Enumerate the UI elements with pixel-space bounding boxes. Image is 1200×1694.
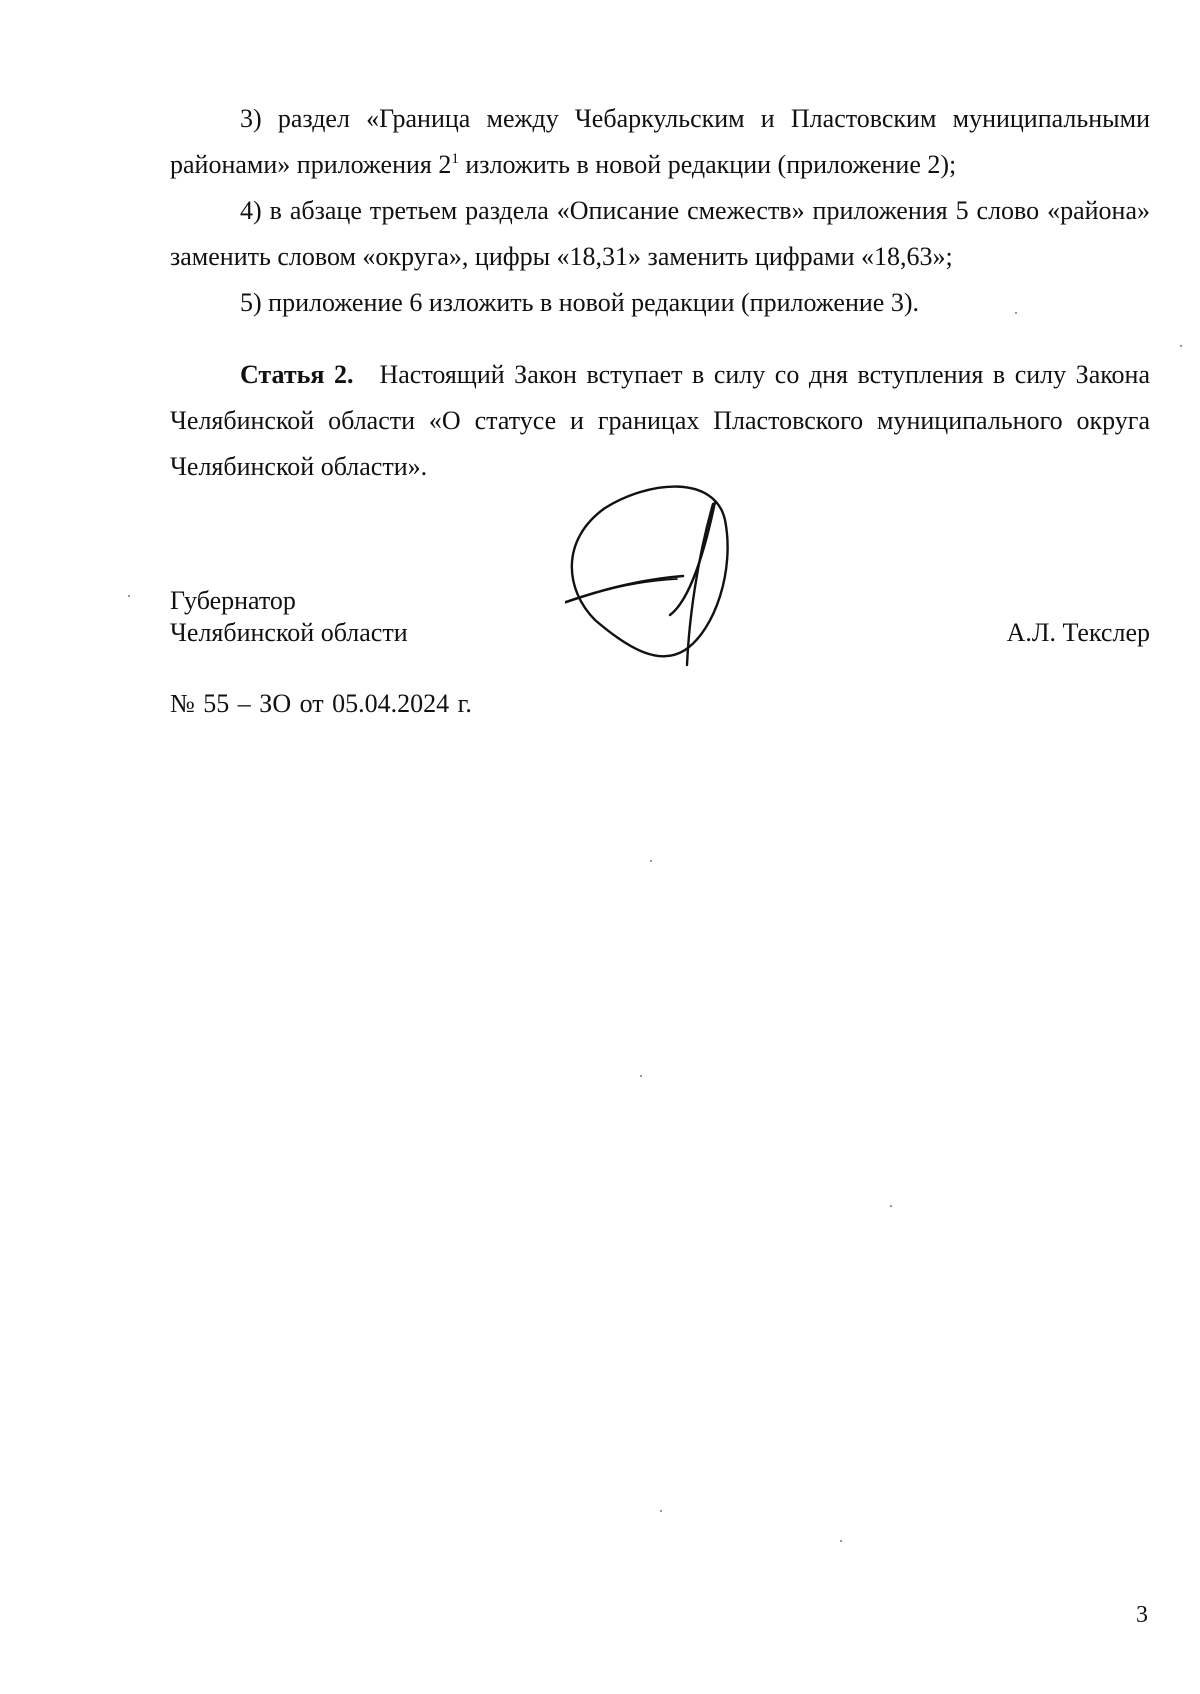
governor-title-line-1: Губернатор [170, 586, 296, 615]
paragraph-item-5: 5) приложение 6 изложить в новой редакции (приложение 3). [240, 288, 919, 317]
item-3-superscript: 1 [451, 151, 459, 167]
scan-speck [128, 595, 130, 597]
governor-title [170, 585, 408, 649]
item-3-text-end: изложить в новой редакции (приложение 2); [458, 150, 957, 179]
paragraph-item-3 [170, 96, 1150, 188]
scan-speck [1180, 345, 1182, 347]
law-number: № 55 – ЗО от 05.04.2024 г. [170, 689, 472, 718]
scan-speck [660, 1510, 662, 1512]
handwritten-signature [565, 480, 765, 700]
article-2-text: Настоящий Закон вступает в силу со дня вступления в силу Закона Челябинской области «О статусе и границах Пластовского муниципального округа Челябинской области». [170, 360, 1150, 481]
scan-speck [840, 1540, 842, 1542]
paragraph-item-4: 4) в абзаце третьем раздела «Описание смежеств» приложения 5 слово «района» заменить словом «округа», цифры «18,31» заменить цифрами «18,63»; [170, 196, 1150, 271]
page-number: 3 [1136, 1602, 1148, 1628]
scan-speck [890, 1205, 892, 1207]
governor-title-line-2: Челябинской области [170, 618, 408, 647]
scan-speck [650, 860, 652, 862]
scan-speck [640, 1075, 642, 1077]
article-2-paragraph [170, 352, 1150, 490]
governor-name: А.Л. Текслер [1006, 618, 1150, 647]
article-2-label: Статья 2. [240, 360, 354, 389]
scan-speck [1015, 312, 1017, 314]
item-3-text: 3) раздел «Граница между Чебаркульским и Пластовским муниципальными районами» приложения 2 [170, 104, 1150, 179]
